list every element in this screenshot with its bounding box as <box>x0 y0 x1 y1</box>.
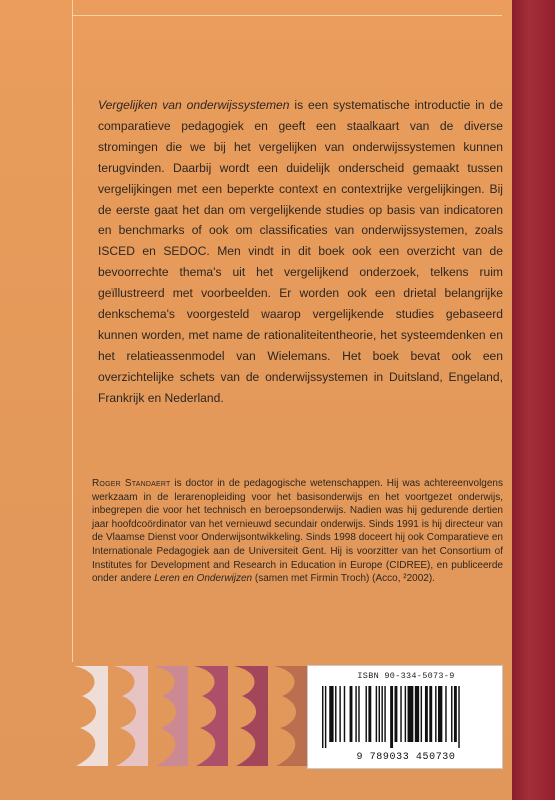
barcode-bar <box>325 686 326 748</box>
barcode-image <box>322 686 490 750</box>
isbn-number: ISBN 90-334-5073-9 <box>357 671 455 681</box>
barcode-bar <box>415 686 419 742</box>
barcode-bar <box>366 686 367 742</box>
author-bio <box>92 477 503 586</box>
motif-ribbon <box>274 666 308 766</box>
book-title: Vergelijken van onderwijssystemen <box>98 98 290 112</box>
barcode-bar <box>358 686 359 742</box>
barcode-bar <box>429 686 432 742</box>
barcode-bar <box>376 686 377 742</box>
barcode-bar <box>384 686 385 742</box>
bio-text-part1: is doctor in de pedagogische wetenschappen. Hij was achtereenvolgens werkzaam in de lerarenopleiding voor het basisonderwijs en het voortgezet onderwijs, inbegrepen die voor het technisch en beroepsonderwijs. Nadien was hij gedurende dertien jaar hoofdcoördinator van het vernieuwd secundair onderwijs. Sinds 1991 is hij directeur van de Vlaamse Dienst voor Onderwijsontwikkeling. Sinds 1998 doceert hij ook Comparatieve en Internationale Pedagogiek aan de Universiteit Gent. Hij is voorzitter van het Consortium of Institutes for Development and Research in Education in Europe (CIDREE), en publiceerde onder andere <box>92 478 503 585</box>
motif-ribbon <box>74 666 108 766</box>
barcode-bar <box>381 686 382 742</box>
referenced-book-title: Leren en Onderwijzen <box>154 573 253 585</box>
barcode-bar <box>390 686 393 748</box>
barcode-digits: 9 789033 450730 <box>356 752 456 763</box>
barcode-bar <box>322 686 323 748</box>
barcode-bar <box>408 686 414 742</box>
barcode-bar <box>451 686 452 742</box>
frame-line-vertical <box>72 0 73 662</box>
barcode-bar <box>350 686 353 742</box>
barcode-label <box>307 665 503 769</box>
barcode-bar <box>421 686 422 742</box>
bio-text-part2: (samen met Firmin Troch) (Acco, ²2002). <box>252 573 435 585</box>
motif-ribbon <box>194 666 228 766</box>
frame-line-horizontal <box>72 15 502 16</box>
barcode-bar <box>425 686 428 742</box>
barcode-bar <box>344 686 345 742</box>
barcode-bar <box>335 686 336 742</box>
blurb-paragraph <box>98 95 503 409</box>
blurb-text: is een systematische introductie in de comparatieve pedagogiek en geeft een staalkaart van de diverse stromingen die we bij het vergelijken van onderwijssystemen kunnen terugvinden. Daarbij wordt een duidelijk onderscheid gemaakt tussen vergelijkingen met een beperkte context en contextrijke vergelijkingen. Bij de eerste gaat het dan om vergelijkende studies op basis van indicatoren en benchmarks of ook om classificaties van onderwijssystemen, zoals ISCED en SEDOC. Men vindt in dit boek ook een overzicht van de bevoorrechte thema's uit het vergelijkend onderzoek, telkens ruim geïllustreerd met voorbeelden. Er worden ook een drietal belangrijke denkschema's voorgesteld waarop vergelijkende studies gebaseerd kunnen worden, met name de rationaliteitentheorie, het systeemdenken en het relatieassenmodel van Wielemans. Het boek bevat ook een overzichtelijke schets van de onderwijssystemen in Duitsland, Engeland, Frankrijk en Nederland. <box>98 98 503 405</box>
motif-ribbon <box>234 666 268 766</box>
barcode-bar <box>379 686 380 742</box>
barcode-bar <box>329 686 333 742</box>
barcode-bar <box>355 686 356 742</box>
spine-strip <box>512 0 555 800</box>
barcode-bar <box>368 686 371 742</box>
motif-ribbon <box>154 666 188 766</box>
barcode-bar <box>445 686 446 742</box>
decorative-motif <box>68 662 308 770</box>
barcode-bar <box>400 686 401 742</box>
barcode-bar <box>405 686 406 742</box>
barcode-bar <box>458 686 459 748</box>
barcode-bar <box>395 686 398 742</box>
author-name: Roger Standaert <box>92 478 171 489</box>
barcode-bar <box>435 686 436 742</box>
barcode-bar <box>438 686 442 742</box>
barcode-bar <box>454 686 457 742</box>
motif-ribbon <box>114 666 148 766</box>
barcode-bar <box>339 686 340 742</box>
